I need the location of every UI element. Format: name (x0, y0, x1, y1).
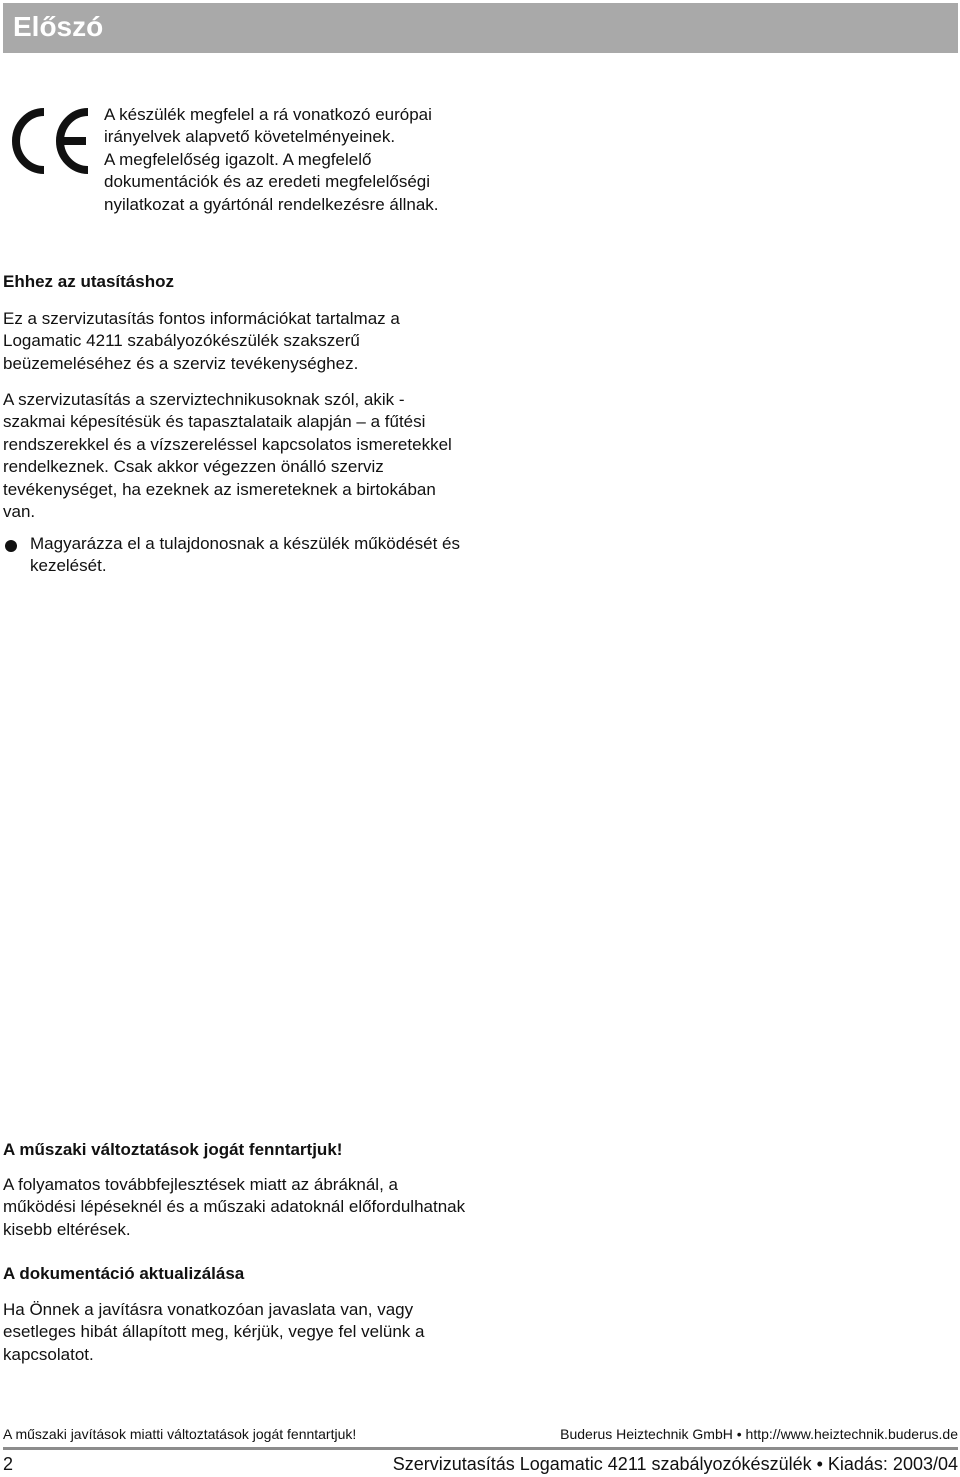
about-paragraph-2: A szervizutasítás a szerviztechnikusoknak szól, akik - szakmai képesítésük és tapasztalataik alapján – a fűtési rendszerekkel és a vízszereléssel kapcsolatos ismeretekkel rendelkeznek. Csak akkor végezzen önálló szerviz tevékenységet, ha ezeknek az ismereteknek a birtokában van. (3, 390, 452, 522)
changes-section (3, 1139, 468, 1161)
ce-statement: A készülék megfelel a rá vonatkozó európai irányelvek alapvető követelményeinek. (104, 105, 432, 147)
docs-section (3, 1263, 468, 1285)
docs-paragraph: Ha Önnek a javításra vonatkozóan javaslata van, vagy esetleges hibát állapított meg, kérjük, vegye fel velünk a kapcsolatot. (3, 1300, 425, 1364)
footer-rights-note: A műszaki javítások miatti változtatások jogát fenntartjuk! (3, 1426, 357, 1442)
changes-paragraph-block (3, 1174, 468, 1241)
about-section (3, 271, 468, 293)
about-paragraph-1-block (3, 308, 468, 375)
about-paragraph-2-block (3, 389, 468, 523)
changes-heading: A műszaki változtatások jogát fenntartjuk! (3, 1140, 343, 1159)
page-title: Előszó (13, 11, 104, 42)
section-header-bar (3, 3, 958, 53)
ce-mark-icon (10, 108, 94, 174)
changes-paragraph: A folyamatos továbbfejlesztések miatt az ábráknál, a működési lépéseknél és a műszaki adatoknál előfordulhatnak kisebb eltérések. (3, 1175, 466, 1239)
about-paragraph-1: Ez a szervizutasítás fontos információkat tartalmaz a Logamatic 4211 szabályozókészülék szakszerű beüzemeléséhez és a szerviz tevékenységhez. (3, 309, 400, 373)
ce-conformity-text (104, 104, 474, 216)
about-heading: Ehhez az utasításhoz (3, 272, 174, 291)
footer-divider (3, 1447, 958, 1450)
ce-documentation-note: A megfelelőség igazolt. A megfelelő dokumentációk és az eredeti megfelelőségi nyilatkozat a gyártónál rendelkezésre állnak. (104, 149, 439, 214)
footer-company: Buderus Heiztechnik GmbH • http://www.heiztechnik.buderus.de (560, 1426, 958, 1442)
docs-paragraph-block (3, 1299, 468, 1366)
docs-heading: A dokumentáció aktualizálása (3, 1264, 245, 1283)
bullet-icon (5, 540, 17, 552)
footer-document-title: Szervizutasítás Logamatic 4211 szabályozókészülék • Kiadás: 2003/04 (392, 1454, 958, 1474)
page-number: 2 (3, 1454, 14, 1474)
bullet-text: Magyarázza el a tulajdonosnak a készülék működését és kezelését. (30, 534, 460, 576)
